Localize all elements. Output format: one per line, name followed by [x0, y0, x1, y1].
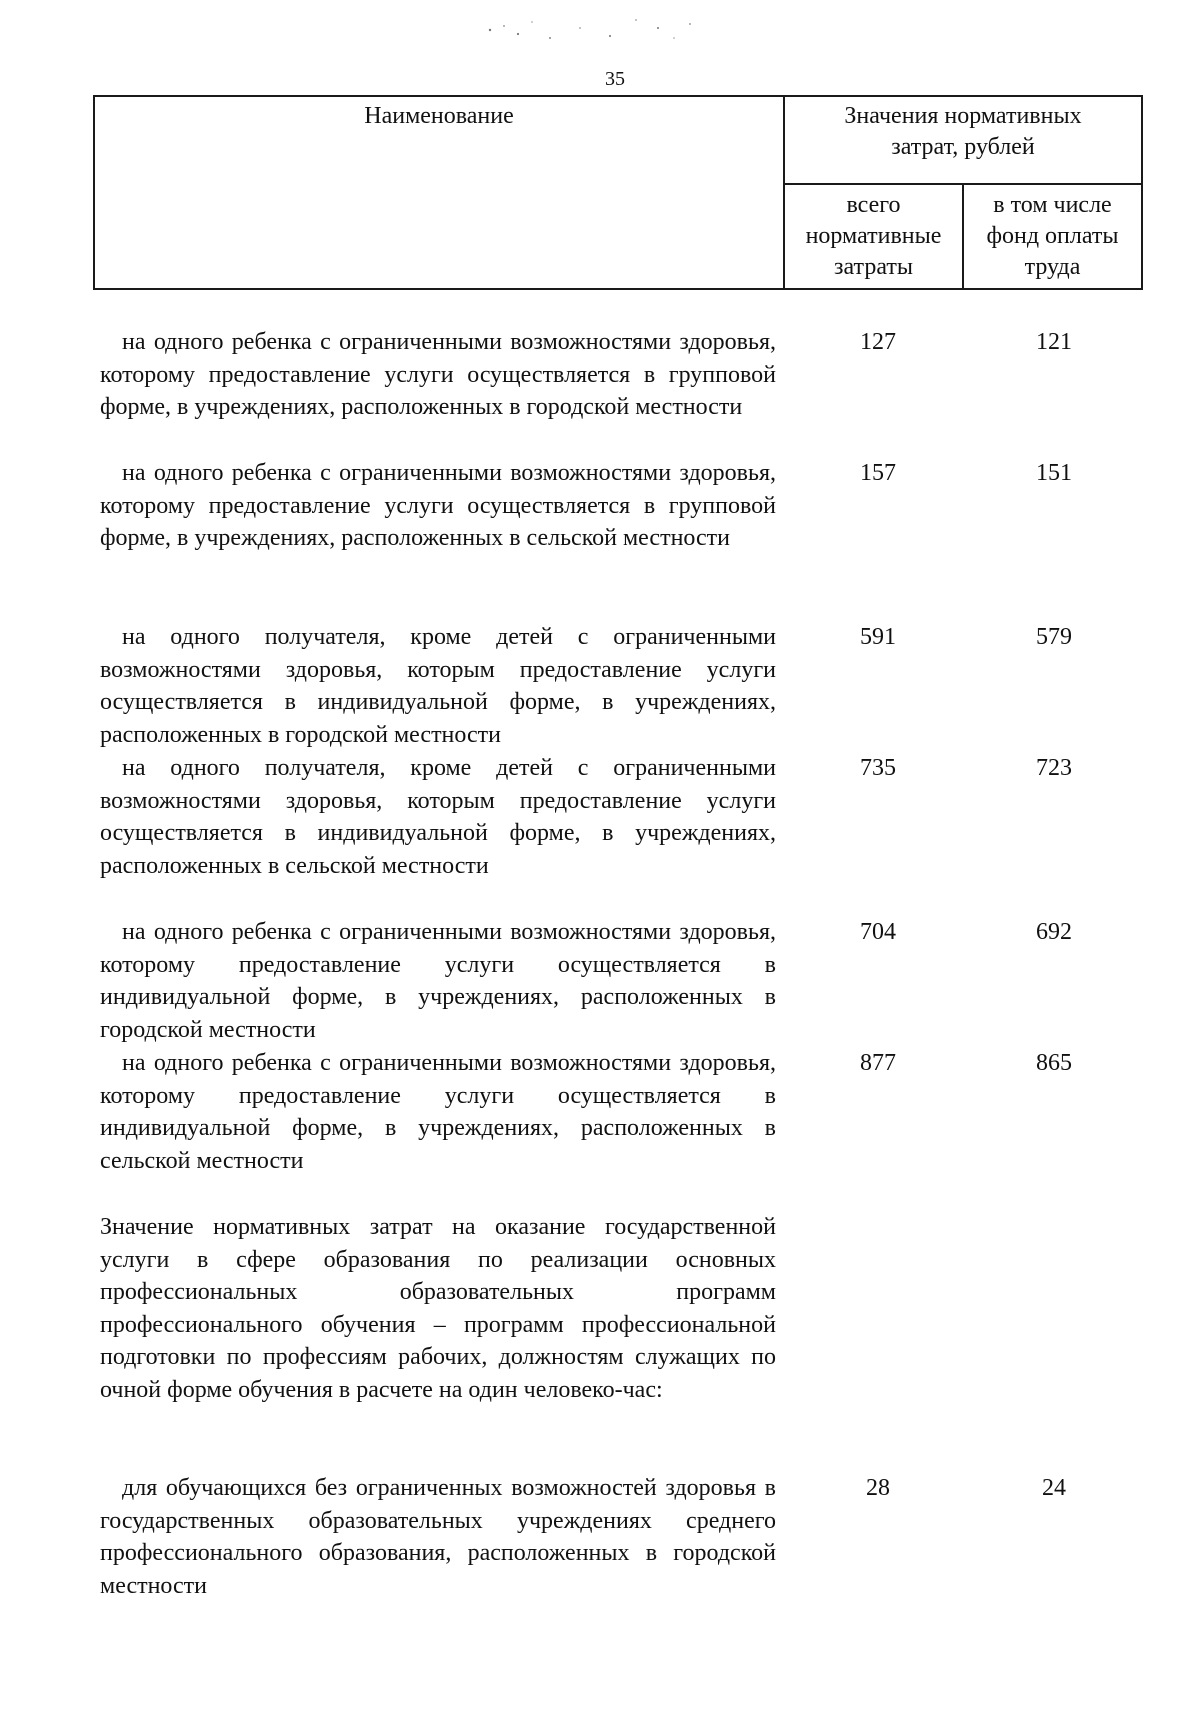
header-fund-column [963, 184, 1142, 289]
row-fund-value: 692 [1036, 919, 1072, 945]
row-description: на одного получателя, кроме детей с ограниченными возможностями здоровья, которым предоставление услуги осуществляется в индивидуальной форме, в учреждениях, расположенных в сельской местности [100, 755, 776, 879]
row-description: на одного ребенка с ограниченными возможностями здоровья, которому предоставление услуги осуществляется в групповой форме, в учреждениях, расположенных в сельской местности [100, 460, 776, 551]
row-description: на одного ребенка с ограниченными возможностями здоровья, которому предоставление услуги осуществляется в групповой форме, в учреждениях, расположенных в городской местности [100, 329, 776, 420]
row-total-value: 877 [860, 1050, 896, 1076]
row-fund-value: 121 [1036, 329, 1072, 355]
table-header [93, 95, 1143, 290]
row-total-value: 704 [860, 919, 896, 945]
row-total-value: 157 [860, 460, 896, 486]
row-description: на одного получателя, кроме детей с ограниченными возможностями здоровья, которым предоставление услуги осуществляется в индивидуальной форме, в учреждениях, расположенных в городской местности [100, 624, 776, 748]
row-total-value: 28 [866, 1475, 890, 1501]
row-fund-value: 865 [1036, 1050, 1072, 1076]
row-fund-value: 151 [1036, 460, 1072, 486]
row-description: для обучающихся без ограниченных возможностей здоровья в государственных образовательных учреждениях среднего профессионального образования, расположенных в городской местности [100, 1475, 776, 1599]
page-number: 35 [605, 68, 625, 90]
row-description: на одного ребенка с ограниченными возможностями здоровья, которому предоставление услуги осуществляется в индивидуальной форме, в учреждениях, расположенных в сельской местности [100, 1050, 776, 1174]
header-name-column: Наименование [94, 96, 784, 289]
header-values-column [784, 96, 1142, 184]
scan-noise-specks [460, 8, 720, 48]
header-fund-label: в том числе фонд оплаты труда [986, 192, 1119, 280]
header-values-label: Значения нормативных затрат, рублей [844, 103, 1082, 160]
header-total-column [784, 184, 963, 289]
row-fund-value: 723 [1036, 755, 1072, 781]
row-fund-value: 24 [1042, 1475, 1066, 1501]
row-fund-value: 579 [1036, 624, 1072, 650]
row-description: на одного ребенка с ограниченными возможностями здоровья, которому предоставление услуги осуществляется в индивидуальной форме, в учреждениях, расположенных в городской местности [100, 919, 776, 1043]
header-total-label: всего нормативные затраты [805, 192, 942, 280]
section-heading: Значение нормативных затрат на оказание государственной услуги в сфере образования по реализации основных профессиональных образовательных программ профессионального обучения – программ профессиональной подготовки по профессиям рабочих, должностям служащих по очной форме обучения в расчете на один человеко-час: [100, 1214, 776, 1403]
row-total-value: 591 [860, 624, 896, 650]
row-total-value: 735 [860, 755, 896, 781]
row-total-value: 127 [860, 329, 896, 355]
